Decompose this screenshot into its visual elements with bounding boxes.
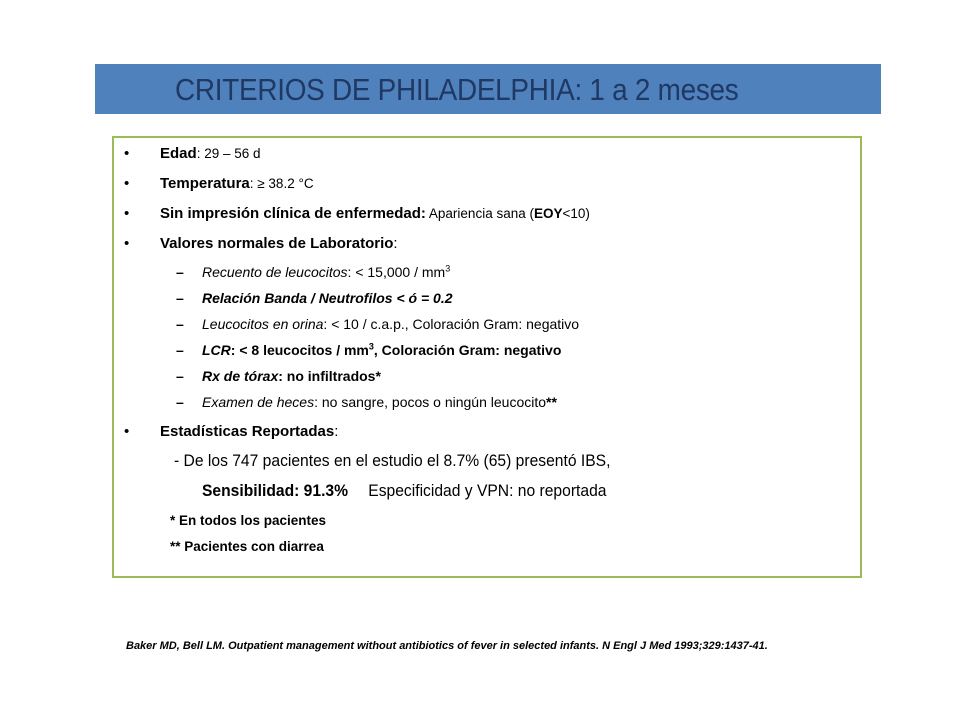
stats-line2 [202,481,606,501]
recuento-sup: 3 [445,263,451,274]
slide-title: CRITERIOS DE PHILADELPHIA: 1 a 2 meses [175,72,739,107]
lcr-sup: 3 [368,341,374,352]
criteria-box [112,136,862,578]
sin-tail: <10) [562,206,590,221]
dash-glyph: – [176,342,184,358]
rx-line [202,368,381,384]
orina-label: Leucocitos en orina [202,316,324,332]
dash-glyph: – [176,290,184,306]
bullet-glyph: • [124,205,130,222]
heces-line [202,394,557,410]
rx-value: : no infiltrados* [278,368,381,384]
valores-label: Valores normales de Laboratorio [160,235,394,252]
valores-line [160,235,398,252]
lcr-tail: , Coloración Gram: negativo [373,342,562,358]
sin-eoy: EOY [533,206,563,221]
recuento-value: : < 15,000 / mm [347,264,446,280]
bullet-glyph: • [124,423,130,440]
edad-line [160,145,261,162]
stats-line1: - De los 747 pacientes en el estudio el 8.7% (65) presentó IBS, [174,451,611,470]
edad-label: Edad [160,145,197,162]
dash-glyph: – [176,264,184,280]
temp-label: Temperatura [160,175,250,192]
heces-value: : no sangre, pocos o ningún leucocito [314,394,547,410]
especificidad: Especificidad y VPN: no reportada [368,481,607,500]
estadisticas-line [160,423,338,440]
heces-label: Examen de heces [202,394,315,410]
orina-line [202,316,579,332]
citation: Baker MD, Bell LM. Outpatient management without antibiotics of fever in selected infants. N Engl J Med 1993;329:1437-41. [126,640,768,652]
recuento-label: Recuento de leucocitos [202,264,348,280]
rx-label: Rx de tórax [202,368,279,384]
note-todos: * En todos los pacientes [170,513,327,528]
stats-label: Estadísticas Reportadas [160,423,335,440]
edad-value: : 29 – 56 d [196,146,261,161]
bullet-glyph: • [124,175,130,192]
sin-label: Sin impresión clínica de enfermedad: [160,205,426,222]
sin-impresion-line [160,205,590,222]
valores-colon: : [393,235,398,252]
temperatura-line [160,175,314,192]
lcr-line [202,342,561,358]
dash-glyph: – [176,368,184,384]
sensibilidad: Sensibilidad: 91.3% [202,481,349,500]
recuento-line [202,264,450,280]
relacion-line: Relación Banda / Neutrofilos < ó = 0.2 [202,290,453,306]
bullet-glyph: • [124,235,130,252]
lcr-label: LCR [202,342,231,358]
orina-value: : < 10 / c.a.p., Coloración Gram: negativo [323,316,580,332]
title-bar [95,64,881,114]
note-diarrea: ** Pacientes con diarrea [170,539,324,554]
temp-value: : ≥ 38.2 °C [249,176,314,191]
lcr-value: : < 8 leucocitos / mm [230,342,369,358]
stats-colon: : [334,423,339,440]
dash-glyph: – [176,394,184,410]
sin-value: Apariencia sana ( [425,206,534,221]
bullet-glyph: • [124,145,130,162]
dash-glyph: – [176,316,184,332]
heces-stars: ** [546,394,557,410]
